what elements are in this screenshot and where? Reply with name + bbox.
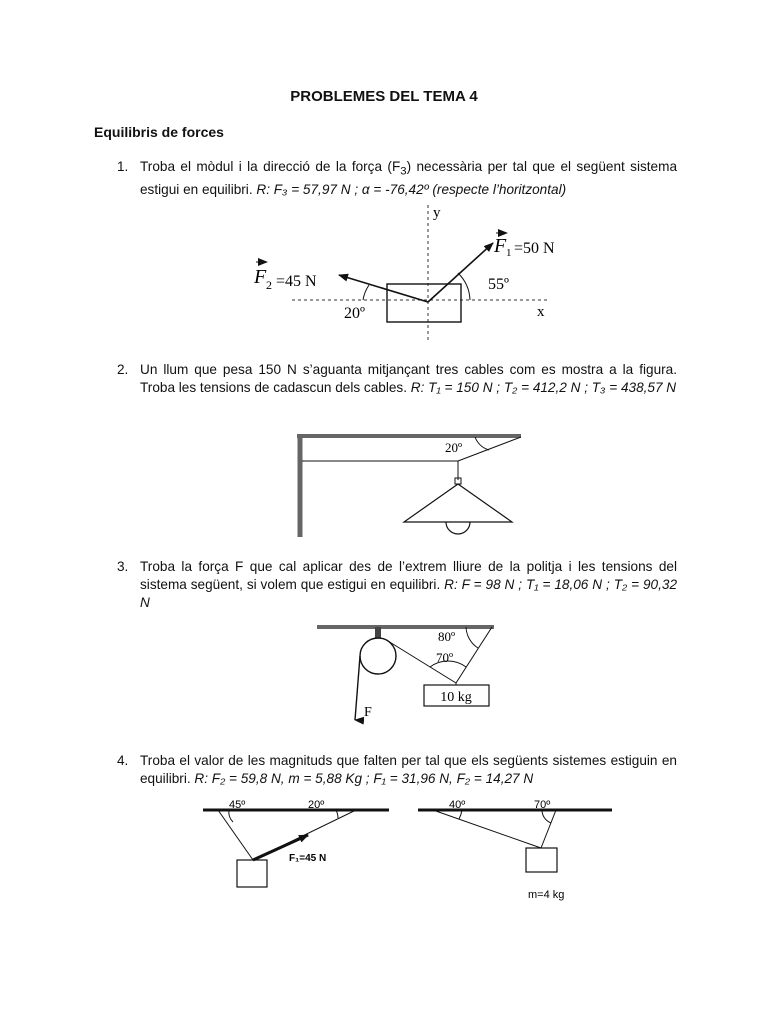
f1-value: =50 N (514, 240, 555, 257)
f2-value: =45 N (276, 273, 317, 290)
f2-subscript: 2 (266, 278, 272, 292)
problem-answer: R: T₁ = 150 N ; T₂ = 412,2 N ; T₃ = 438,57 N (407, 380, 677, 395)
y-axis-label: y (433, 205, 441, 221)
problem-text: Troba el mòdul i la direcció de la força $(F_3)$ necessària per tal que el següent sistema estigui en equilibri. R: F₃ = 57,97 N ; α = -76,42º (respecte l’horitzontal) (140, 159, 678, 197)
problem-number: 4. (117, 753, 129, 768)
problem-number: 1. (117, 159, 129, 174)
right-mass-label: m=4 kg (528, 889, 565, 901)
right-angle-2-label: 70º (534, 799, 551, 811)
right-angle-1-label: 40º (449, 799, 466, 811)
angle-f1-label: 55º (488, 276, 509, 293)
force-f-label: F (364, 705, 372, 720)
angle-top-label: 80º (438, 629, 456, 644)
right-rope-40 (433, 810, 541, 848)
angle-bottom-label: 70º (436, 650, 454, 665)
problem-number: 3. (117, 559, 129, 574)
section-heading: Equilibris de forces (94, 124, 224, 140)
left-force-label: F₁=45 N (289, 853, 327, 864)
f1-subscript: 1 (506, 247, 512, 259)
left-rope-45 (218, 810, 253, 860)
page-title: PROBLEMES DEL TEMA 4 (290, 88, 478, 105)
left-box (237, 860, 267, 887)
problem-text: Un llum que pesa 150 N s’aguanta mitjançant tres cables com es mostra a la figura. Troba les tensions de cadascun dels cables. R: T₁ = 150 N ; T₂ = 412,2 N ; T₃ = 438,57 N (140, 362, 677, 395)
f2-symbol: F (254, 266, 267, 288)
right-angle-arc-70 (542, 810, 551, 823)
angle-f2-label: 20º (344, 305, 365, 322)
left-angle-arc-45 (229, 810, 233, 822)
problem-answer: R: F₂ = 59,8 N, m = 5,88 Kg ; F₁ = 31,96 N, F₂ = 14,27 N (190, 771, 534, 786)
left-angle-1-label: 45º (229, 799, 246, 811)
problem-number: 2. (117, 362, 129, 377)
left-angle-2-label: 20º (308, 799, 325, 811)
mass-label: 10 kg (440, 690, 472, 705)
f1-symbol: F (494, 235, 507, 257)
problem-answer: R: F = 98 N ; T₁ = 18,06 N ; T₂ = 90,32 N (140, 577, 677, 610)
problem-answer: R: F₃ = 57,97 N ; α = -76,42º (respecte l’horitzontal) (252, 181, 567, 197)
problem-text: Troba el valor de les magnituds que falten per tal que els següents sistemes estiguin en equilibri. R: F₂ = 59,8 N, m = 5,88 Kg ; F₁ = 31,96 N, F₂ = 14,27 N (140, 753, 677, 786)
angle-label: 20º (445, 440, 463, 455)
right-box (526, 848, 557, 872)
x-axis-label: x (537, 304, 545, 320)
problem-text: Troba la força F que cal aplicar des de l’extrem lliure de la politja i les tensions del sistema següent, si volem que estigui en equilibri. R: F = 98 N ; T₁ = 18,06 N ; T₂ = 90,32 N (140, 559, 677, 610)
